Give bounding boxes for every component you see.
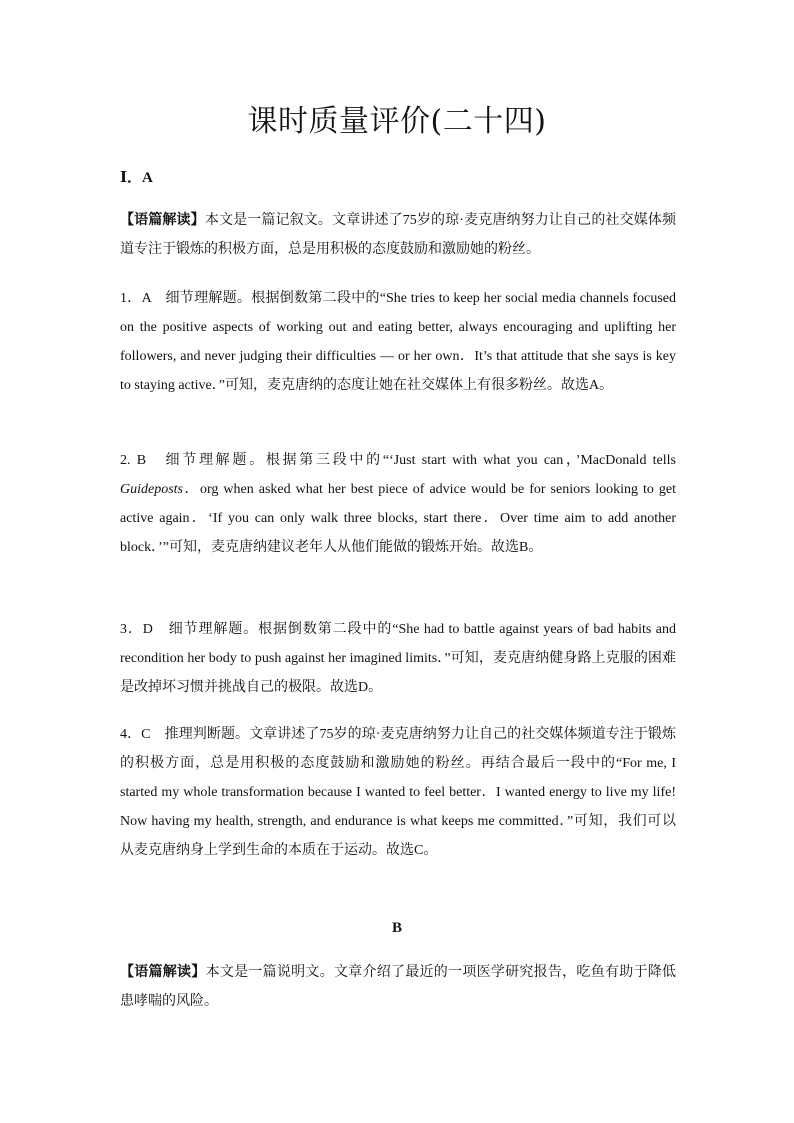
answer-item-2-text-before: 2. B 细节理解题。根据第三段中的“‘Just start with what you can，’MacDonald tells [120,453,676,468]
intro-text: 本文是一篇说明文。文章介绍了最近的一项医学研究报告，吃鱼有助于降低患哮喘的风险。 [120,965,677,1009]
answer-item-1: 1．A 细节理解题。根据倒数第二段中的“She tries to keep her social media channels focused on the positive aspects of working out and eating better, always encouraging and uplifting her followers, and never judging their difficulties — or her own．It’s that attitude that she says is key to staying active．”可知，麦克唐纳的态度让她在社交媒体上有很多粉丝。故选A。 [120,291,676,393]
intro-text: 本文是一篇记叙文。文章讲述了75岁的琼·麦克唐纳努力让自己的社交媒体频道专注于锻炼的积极方面，总是用积极的态度鼓励和激励她的粉丝。 [120,213,676,257]
answer-item-2 [120,446,676,562]
answer-item-2-italic: Guideposts [120,482,183,497]
answer-item-3: 3．D 细节理解题。根据倒数第二段中的“She had to battle against years of bad habits and recondition her body to push against her imagined limits．”可知，麦克唐纳健身路上克服的困难是改掉坏习惯并挑战自己的极限。故选D。 [120,622,676,695]
intro-tag: 【语篇解读】 [120,964,206,980]
answer-item-2-text-after: ．org when asked what her best piece of advice would be for seniors looking to get active again．‘If you can only walk three blocks, start there．Over time aim to add another block．’”可知，麦克唐纳建议老年人从他们能做的锻炼开始。故选B。 [120,482,676,555]
page-title: 课时质量评价(二十四) [247,104,547,139]
answer-item-4: 4．C 推理判断题。文章讲述了75岁的琼·麦克唐纳努力让自己的社交媒体频道专注于锻炼的积极方面，总是用积极的态度鼓励和激励她的粉丝。再结合最后一段中的“For me, I started my whole transformation because I wanted to feel better．I wanted energy to live my life! Now having my health, strength, and endurance is what keeps me committed．”可知，我们可以从麦克唐纳身上学到生命的本质在于运动。故选C。 [120,727,676,858]
section-a-label: Ⅰ．A [120,170,153,186]
intro-tag: 【语篇解读】 [120,212,205,228]
section-b-intro [120,958,676,1016]
section-b-label: B [391,920,402,936]
section-a-intro [120,206,676,264]
